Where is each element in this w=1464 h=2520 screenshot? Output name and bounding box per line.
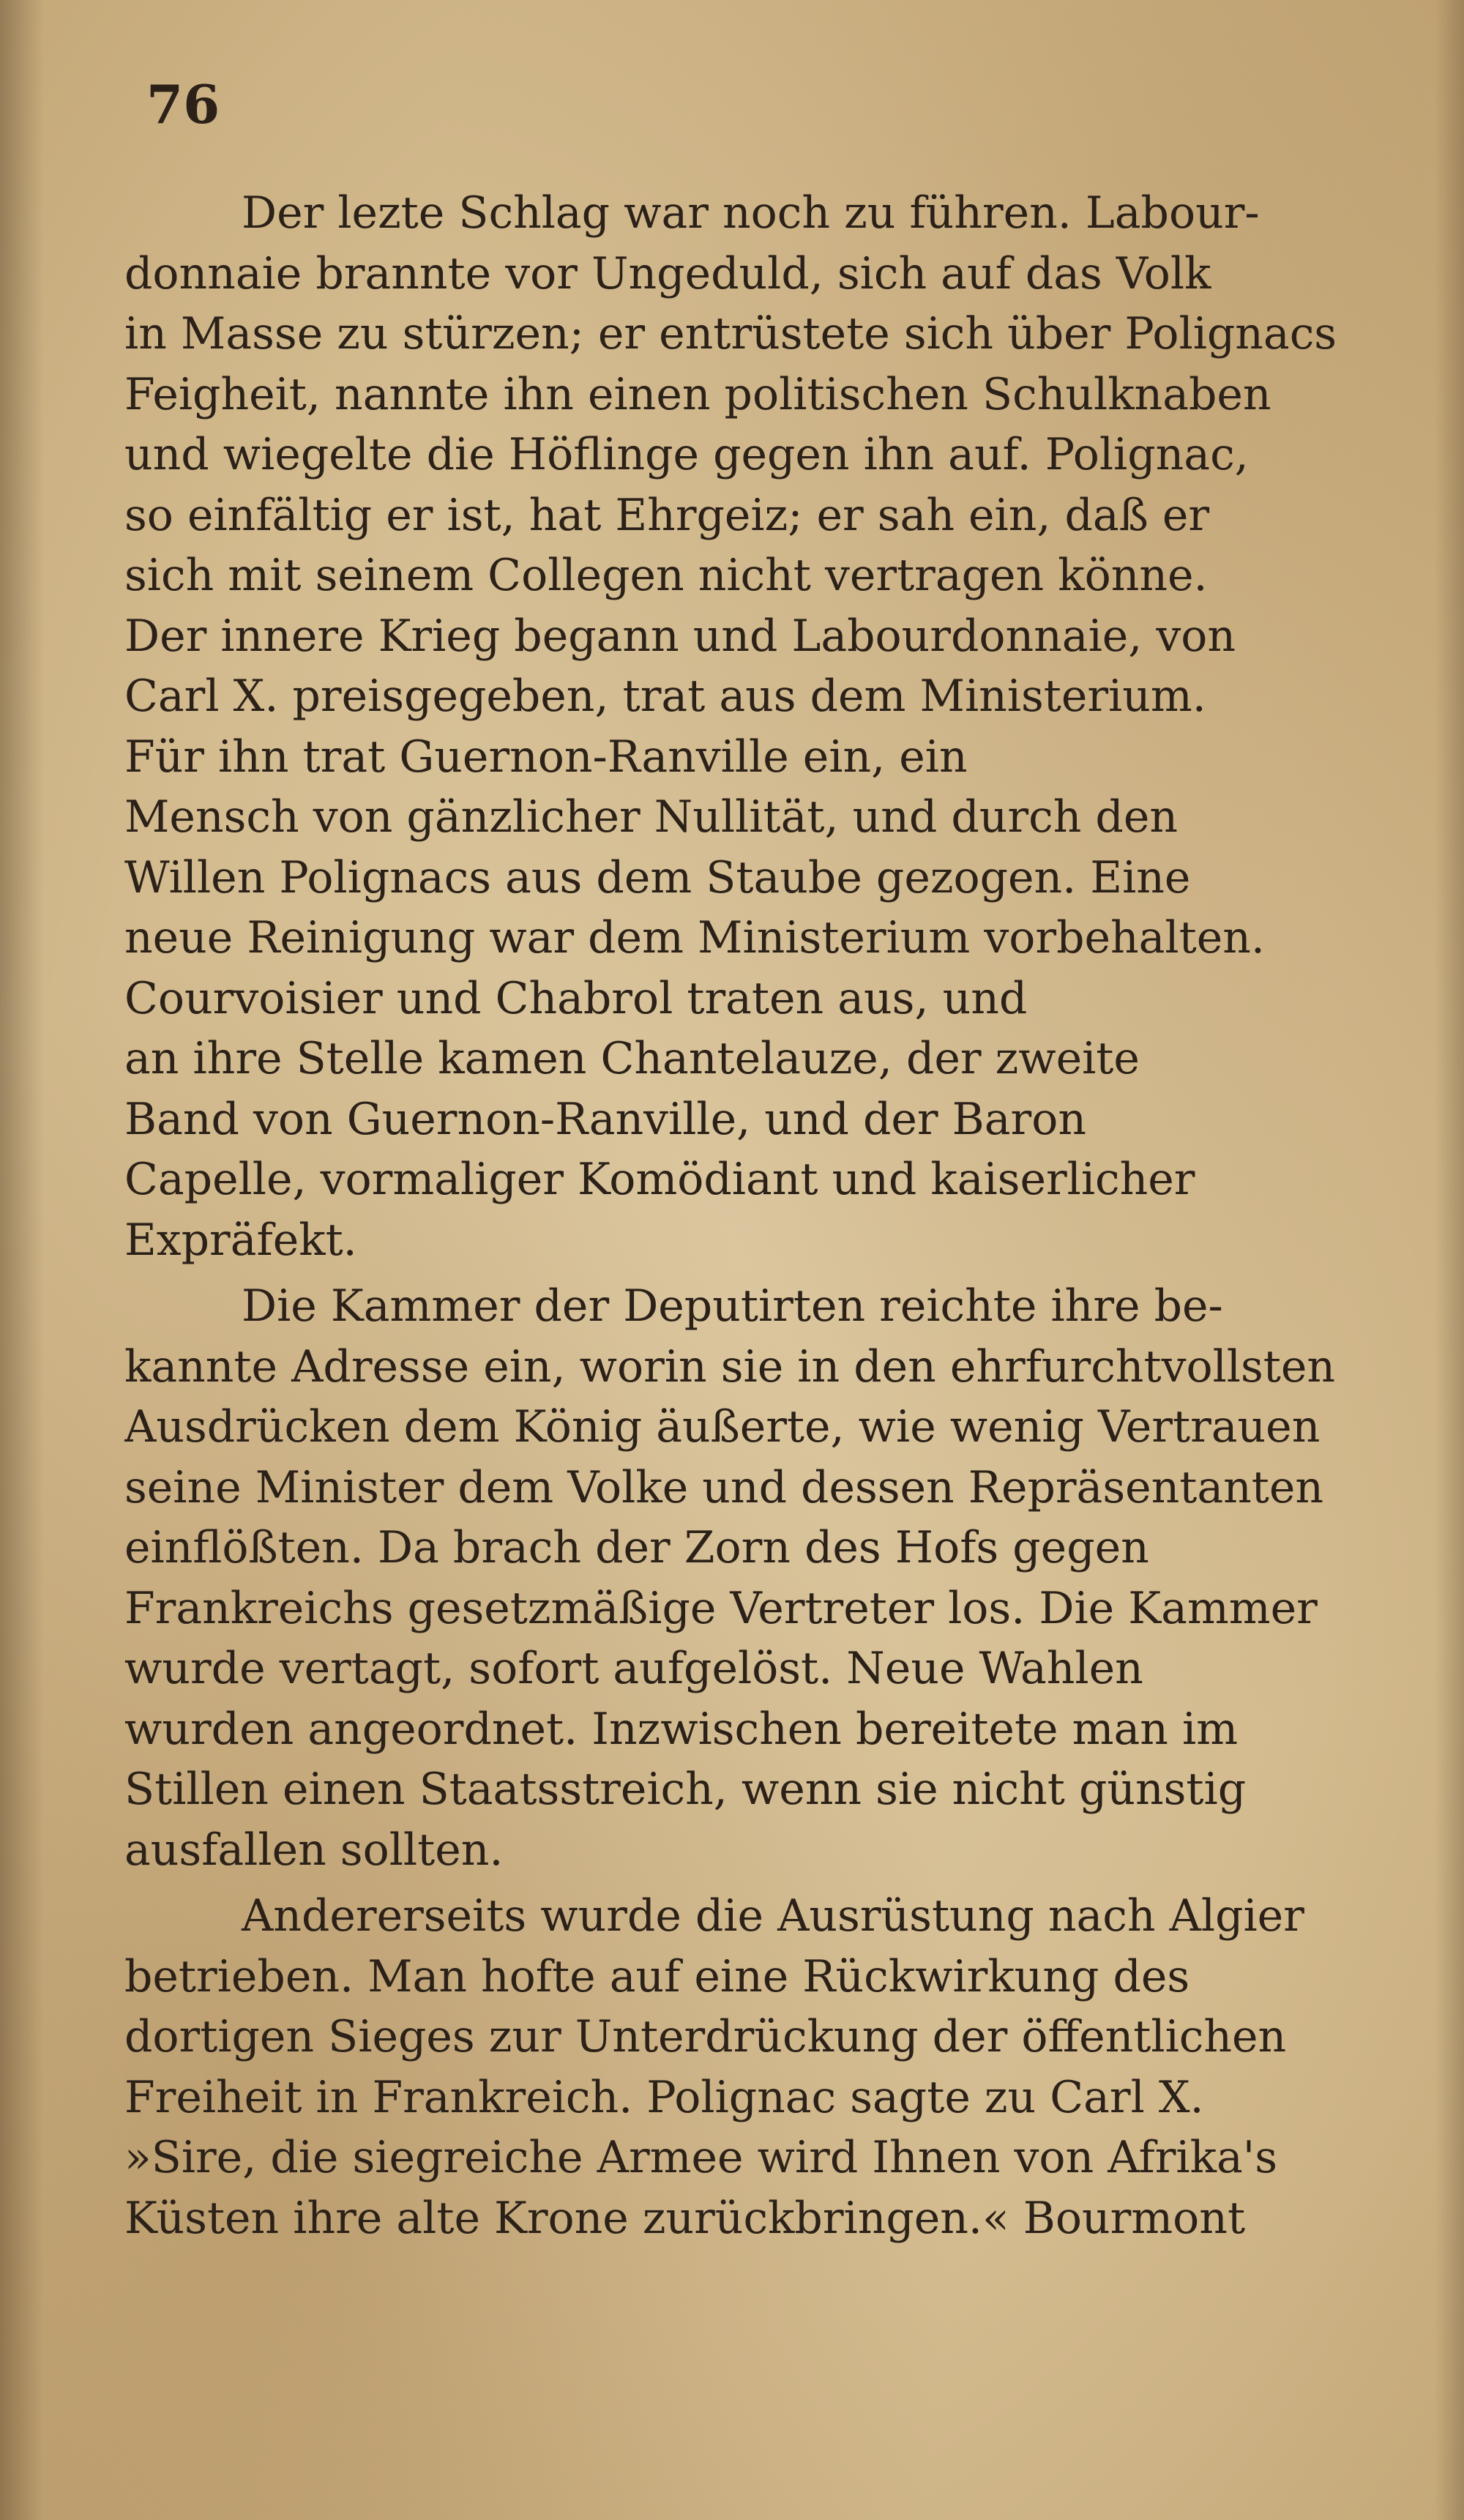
text-line: seine Minister dem Volke und dessen Repräsentanten bbox=[124, 1461, 1324, 1513]
text-line: sich mit seinem Collegen nicht vertragen könne. bbox=[124, 550, 1208, 601]
text-line: Für ihn trat Guernon-Ranville ein, ein bbox=[124, 731, 968, 783]
text-line: Willen Polignacs aus dem Staube gezogen. Eine bbox=[124, 851, 1191, 903]
text-line: Andererseits wurde die Ausrüstung nach Algier bbox=[242, 1890, 1304, 1942]
text-line: Stillen einen Staatsstreich, wenn sie nicht günstig bbox=[124, 1764, 1247, 1815]
paragraph-3 bbox=[124, 1886, 1354, 2248]
text-line: Die Kammer der Deputirten reichte ihre be- bbox=[242, 1280, 1223, 1332]
text-line: Der innere Krieg begann und Labourdonnaie, von bbox=[124, 610, 1236, 662]
text-line: einflößten. Da brach der Zorn des Hofs gegen bbox=[124, 1522, 1149, 1573]
text-line: Freiheit in Frankreich. Polignac sagte zu Carl X. bbox=[124, 2071, 1204, 2123]
text-line: wurden angeordnet. Inzwischen bereitete man im bbox=[124, 1703, 1239, 1755]
text-line: Ausdrücken dem König äußerte, wie wenig Vertrauen bbox=[124, 1401, 1321, 1453]
text-line: Capelle, vormaliger Komödiant und kaiserlicher bbox=[124, 1154, 1195, 1205]
text-line: Küsten ihre alte Krone zurückbringen.« Bourmont bbox=[124, 2192, 1246, 2244]
text-line: wurde vertagt, sofort aufgelöst. Neue Wahlen bbox=[124, 1643, 1143, 1694]
text-line: Courvoisier und Chabrol traten aus, und bbox=[124, 972, 1028, 1024]
text-line: dortigen Sieges zur Unterdrückung der öffentlichen bbox=[124, 2011, 1287, 2062]
text-line: Carl X. preisgegeben, trat aus dem Ministerium. bbox=[124, 671, 1206, 722]
text-line: und wiegelte die Höflinge gegen ihn auf. Polignac, bbox=[124, 429, 1249, 480]
text-line: Frankreichs gesetzmäßige Vertreter los. Die Kammer bbox=[124, 1582, 1318, 1634]
text-line: betrieben. Man hofte auf eine Rückwirkung des bbox=[124, 1950, 1190, 2002]
text-line: neue Reinigung war dem Ministerium vorbehalten. bbox=[124, 912, 1265, 963]
text-line: in Masse zu stürzen; er entrüstete sich über Polignacs bbox=[124, 308, 1337, 359]
text-line: Der lezte Schlag war noch zu führen. Labour- bbox=[242, 187, 1260, 239]
text-line: so einfältig er ist, hat Ehrgeiz; er sah ein, daß er bbox=[124, 489, 1210, 541]
text-line: an ihre Stelle kamen Chantelauze, der zweite bbox=[124, 1033, 1140, 1084]
body-text bbox=[124, 183, 1354, 2254]
text-line: ausfallen sollten. bbox=[124, 1824, 504, 1876]
text-line: Mensch von gänzlicher Nullität, und durch den bbox=[124, 791, 1178, 843]
page-number: 76 bbox=[146, 73, 220, 135]
text-line: Feigheit, nannte ihn einen politischen Schulknaben bbox=[124, 368, 1271, 420]
paragraph-1 bbox=[124, 183, 1354, 1270]
text-line: »Sire, die siegreiche Armee wird Ihnen von Afrika's bbox=[124, 2132, 1278, 2183]
text-line: Expräfekt. bbox=[124, 1214, 357, 1266]
text-line: kannte Adresse ein, worin sie in den ehrfurchtvollsten bbox=[124, 1341, 1336, 1393]
paragraph-2 bbox=[124, 1276, 1354, 1880]
text-line: Band von Guernon-Ranville, und der Baron bbox=[124, 1093, 1086, 1145]
text-line: donnaie brannte vor Ungeduld, sich auf das Volk bbox=[124, 247, 1211, 299]
